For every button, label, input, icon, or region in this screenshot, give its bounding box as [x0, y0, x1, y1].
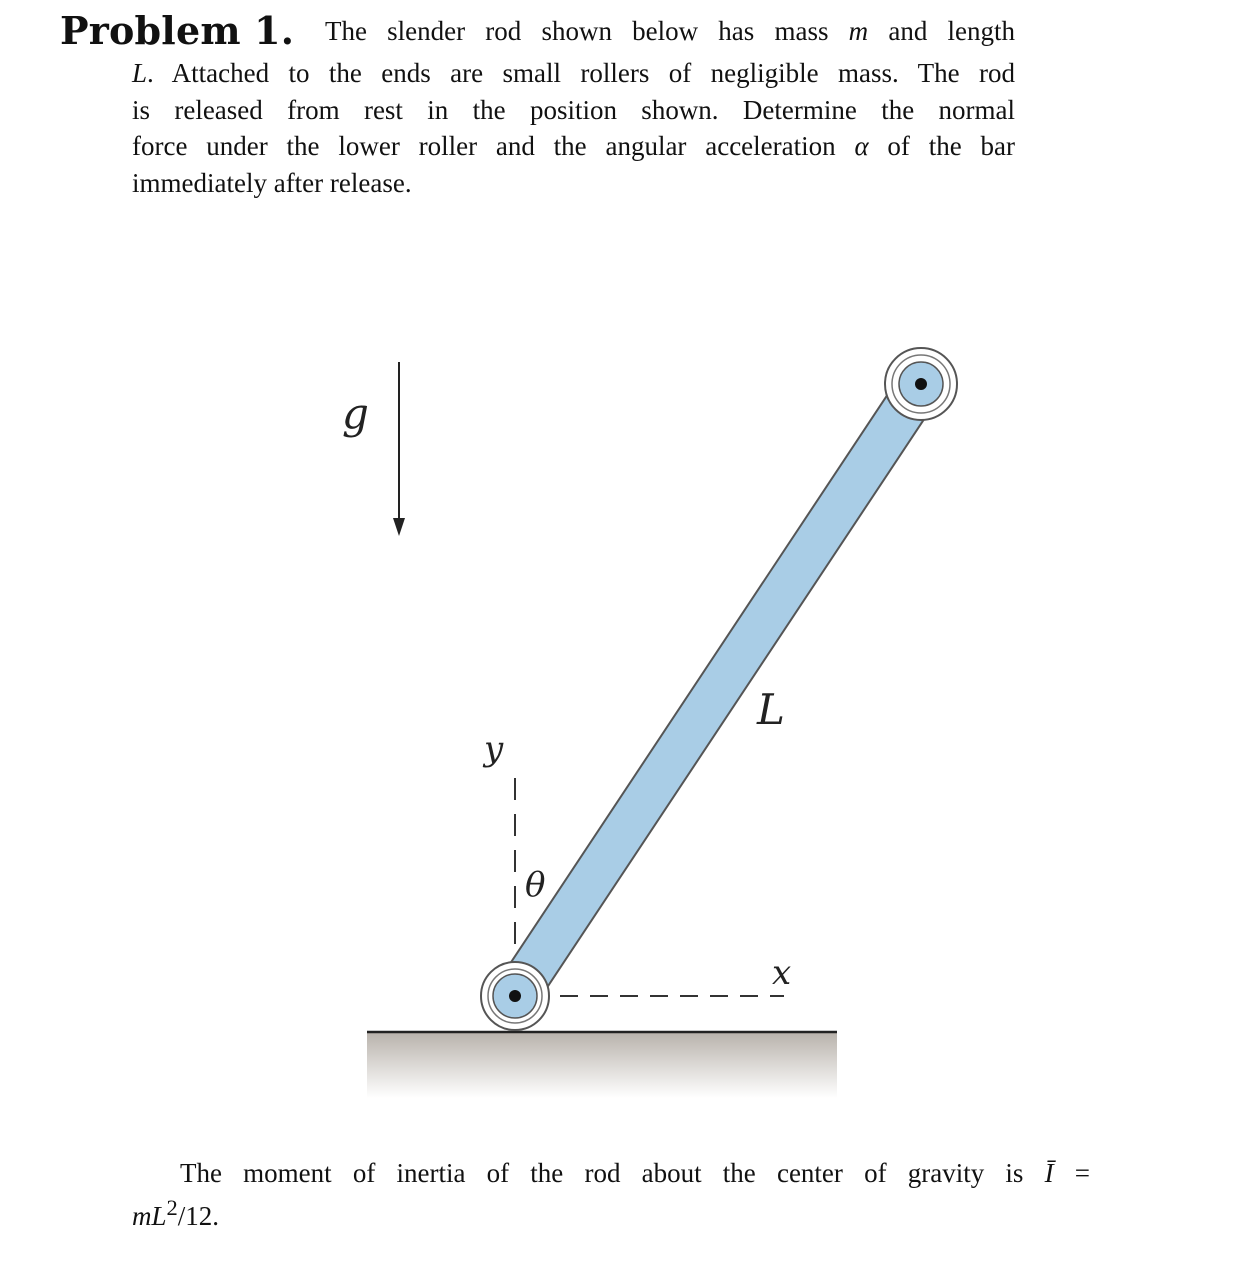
statement-text: The moment of inertia of the rod about the center of gravity is [180, 1158, 1045, 1188]
lower-roller [481, 962, 549, 1030]
alpha-variable: α [854, 131, 869, 161]
length-variable: L [132, 58, 148, 88]
statement-line-5: immediately after release. [132, 168, 412, 198]
angle-label: θ [525, 865, 546, 905]
inertia-variable: Ī [1044, 1158, 1054, 1188]
y-axis-label: y [484, 729, 504, 769]
statement-line-3: is released from rest in the position shown. Determine the normal [132, 95, 1015, 125]
statement-text: . Attached to the ends are small rollers of negligible mass. The rod [147, 58, 1015, 88]
inertia-formula: mL [132, 1201, 167, 1231]
x-axis-label: x [772, 953, 792, 993]
statement-text: of the bar [868, 131, 1015, 161]
upper-roller [885, 348, 957, 420]
gravity-arrow [393, 362, 405, 536]
problem-title: Problem 1. [60, 8, 295, 53]
gravity-label: g [342, 389, 369, 438]
rod [515, 384, 921, 996]
ground-surface [367, 1032, 837, 1098]
exponent: 2 [166, 1195, 178, 1220]
inertia-statement-line-2 [132, 1195, 219, 1232]
length-label: L [757, 685, 785, 734]
statement-text: /12. [177, 1201, 220, 1231]
inertia-statement-line-1 [180, 1158, 1090, 1189]
statement-text: = [1053, 1158, 1090, 1188]
statement-text: and length [868, 16, 1015, 46]
mass-variable: m [848, 16, 869, 46]
statement-text: The slender rod shown below has mass [325, 16, 849, 46]
statement-text: force under the lower roller and the angular acceleration [132, 131, 855, 161]
